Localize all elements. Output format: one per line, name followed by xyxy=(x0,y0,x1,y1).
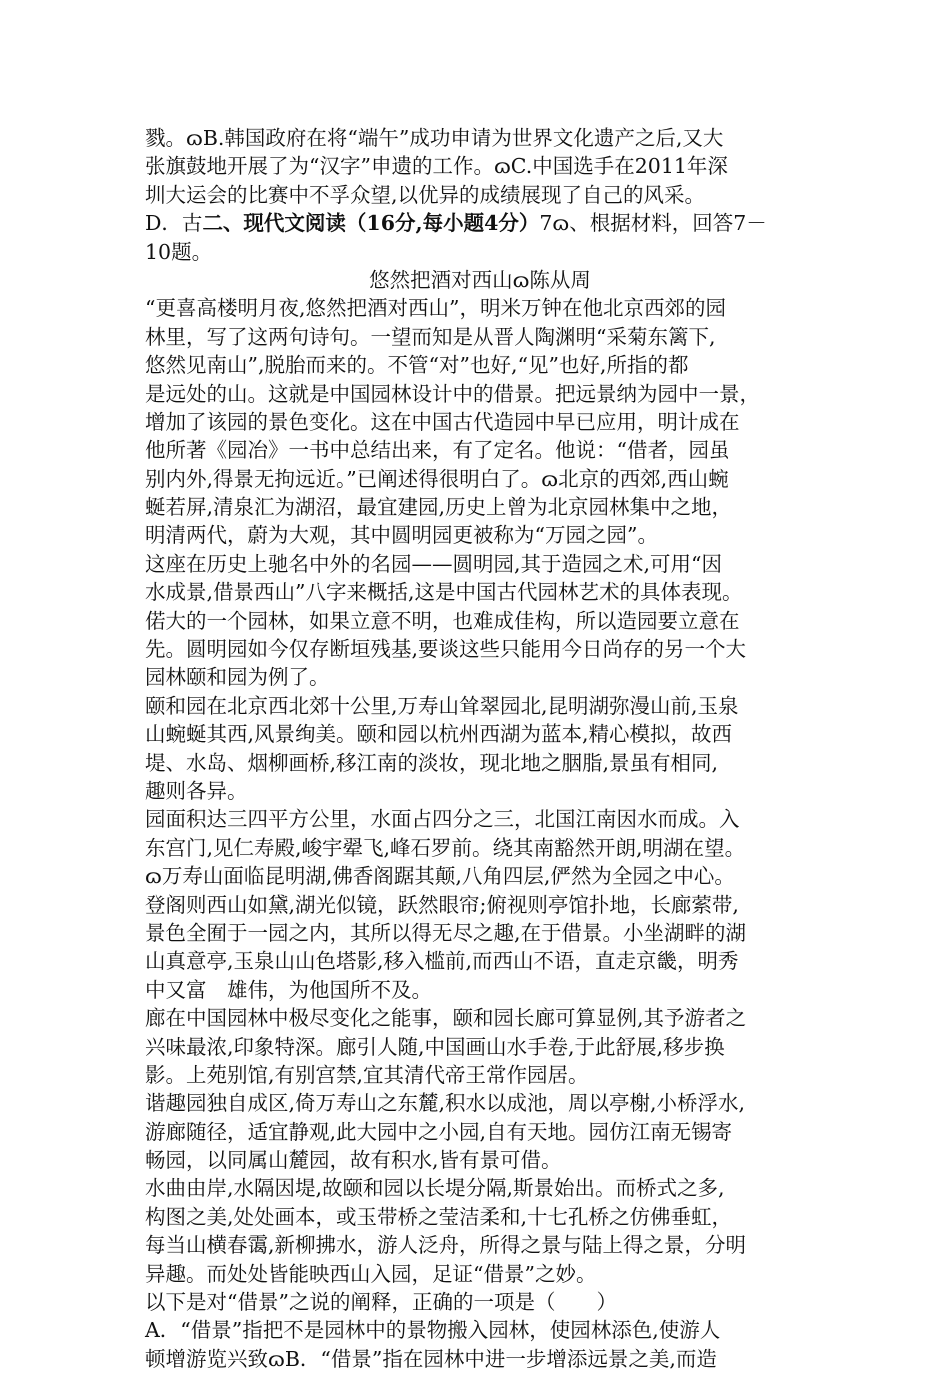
text-line: 明清两代，蔚为大观，其中圆明园更被称为“万园之园”。 xyxy=(145,523,658,548)
text-line: 增加了该园的景色变化。这在中国古代造园中早已应用，明计成在 xyxy=(145,409,740,434)
option-d-line xyxy=(145,209,815,237)
text-line: 每当山横春霭,新柳拂水，游人泛舟，所得之景与陆上得之景，分明 xyxy=(145,1233,747,1258)
text-line: 异趣。而处处皆能映西山入园，足证“借景”之妙。 xyxy=(145,1261,597,1286)
text-line: 林里，写了这两句诗句。一望而知是从晋人陶渊明“采菊东篱下, xyxy=(145,324,716,349)
document-body xyxy=(145,124,815,1373)
text-line: 以下是对“借景”之说的阐释，正确的一项是（ ） xyxy=(145,1290,617,1315)
text-line: 10题。 xyxy=(145,239,213,264)
text-line: 堤、水岛、烟柳画桥,移江南的淡妆，现北地之胭脂,景虽有相同, xyxy=(145,750,719,775)
text-line: 游廊随径，适宜静观,此大园中之小园,自有天地。园仿江南无锡寄 xyxy=(145,1119,733,1144)
text-line: 这座在历史上驰名中外的名园——圆明园,其于造园之术,可用“因 xyxy=(145,551,723,576)
text-line: 戮。ɷB.韩国政府在将“端午”成功申请为世界文化遗产之后,又大 xyxy=(145,126,724,150)
text-line: 先。圆明园如今仅存断垣残基,要谈这些只能用今日尚存的另一个大 xyxy=(145,637,747,662)
text-line: 中又富 雄伟，为他国所不及。 xyxy=(145,977,432,1002)
text-line: 圳大运会的比赛中不孚众望,以优异的成绩展现了自己的风采。 xyxy=(145,182,706,207)
text-line: 景色全囿于一园之内，其所以得无尽之趣,在于借景。小坐湖畔的湖 xyxy=(145,920,747,945)
text-line: 颐和园在北京西北郊十公里,万寿山耸翠园北,昆明湖弥漫山前,玉泉 xyxy=(145,693,739,718)
question-intro: 7ɷ、根据材料，回答7－ xyxy=(539,211,767,236)
text-line: 谐趣园独自成区,倚万寿山之东麓,积水以成池，周以亭榭,小桥浮水, xyxy=(145,1091,746,1116)
text-line: 水成景,借景西山”八字来概括,这是中国古代园林艺术的具体表现。 xyxy=(145,580,743,605)
text-line: 别内外,得景无拘远近。”已阐述得很明白了。ɷ北京的西郊,西山蜿 xyxy=(145,466,729,491)
text-line: 构图之美,处处画本，或玉带桥之莹洁柔和,十七孔桥之仿佛垂虹， xyxy=(145,1204,733,1229)
text-line: 悠然见南山”,脱胎而来的。不管“对”也好,“见”也好,所指的都 xyxy=(145,353,689,378)
text-line: 畅园，以同属山麓园，故有积水,皆有景可借。 xyxy=(145,1148,562,1173)
text-line: 兴味最浓,印象特深。廊引人随,中国画山水手卷,于此舒展,移步换 xyxy=(145,1034,725,1059)
text-line: 东宫门,见仁寿殿,峻宇翚飞,峰石罗前。绕其南豁然开朗,明湖在望。 xyxy=(145,835,746,860)
text-line: 山蜿蜒其西,风景绚美。颐和园以杭州西湖为蓝本,精心模拟，故西 xyxy=(145,722,733,747)
text-line: 山真意亭,玉泉山山色塔影,移入槛前,而西山不语，直走京畿，明秀 xyxy=(145,949,739,974)
text-line: 是远处的山。这就是中国园林设计中的借景。把远景纳为园中一景， xyxy=(145,381,760,406)
text-line: 他所著《园冶》一书中总结出来，有了定名。他说：“借者，园虽 xyxy=(145,438,730,463)
text-line: 廊在中国园林中极尽变化之能事，颐和园长廊可算显例,其予游者之 xyxy=(145,1006,747,1031)
text-line: 偌大的一个园林，如果立意不明，也难成佳构，所以造园要立意在 xyxy=(145,608,740,633)
text-line: 影。上苑别馆,有别宫禁,宜其清代帝王常作园居。 xyxy=(145,1062,589,1087)
text-line: 登阁则西山如黛,湖光似镜，跃然眼帘;俯视则亭馆扑地，长廊萦带, xyxy=(145,892,739,917)
text-line: 园面积达三四平方公里，水面占四分之三，北国江南因水而成。入 xyxy=(145,807,740,832)
text-line: A．“借景”指把不是园林中的景物搬入园林，使园林添色,使游人 xyxy=(145,1318,721,1343)
text-line: 张旗鼓地开展了为“汉字”申遗的工作。ɷC.中国选手在2011年深 xyxy=(145,154,728,179)
section-heading: 二、现代文阅读（16分,每小题4分） xyxy=(202,211,540,236)
text-line: 园林颐和园为例了。 xyxy=(145,665,330,690)
text-line: 蜒若屏,清泉汇为湖沼，最宜建园,历史上曾为北京园林集中之地， xyxy=(145,495,733,520)
text-line: ɷ万寿山面临昆明湖,佛香阁踞其颠,八角四层,俨然为全园之中心。 xyxy=(145,864,735,889)
essay-title: 悠然把酒对西山ɷ陈从周 xyxy=(369,267,591,292)
text-line: 水曲由岸,水隔因堤,故颐和园以长堤分隔,斯景始出。而桥式之多, xyxy=(145,1176,725,1201)
text-line: 顿增游览兴致ɷB．“借景”指在园林中进一步增添远景之美,而造 xyxy=(145,1346,717,1371)
text-line: “更喜高楼明月夜,悠然把酒对西山”，明米万钟在他北京西郊的园 xyxy=(145,296,726,321)
essay-body xyxy=(145,294,815,1373)
text-line: 趣则各异。 xyxy=(145,778,248,803)
option-d-prefix: D．古 xyxy=(145,211,203,236)
